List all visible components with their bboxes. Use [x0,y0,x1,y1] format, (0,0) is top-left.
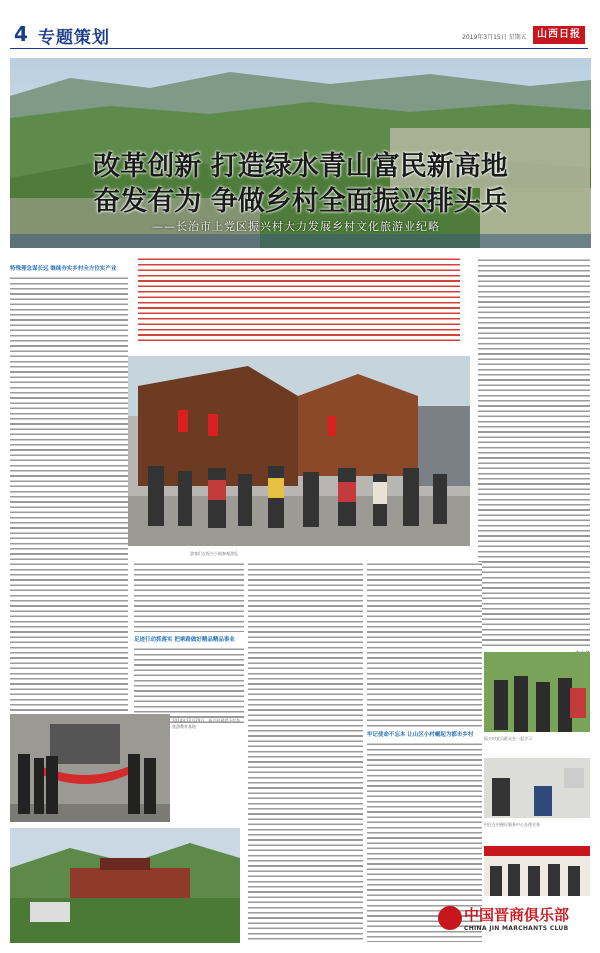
club-logo-icon [438,906,462,930]
section-title: 专题策划 [38,28,110,48]
issue-date: 2019年3月15日 星期五 [462,34,527,41]
middle-column-2 [248,562,363,942]
group-photo [484,846,590,896]
section-heading-2: 足迹行动抓落实 把乘路做好精品精品事业 [134,637,235,643]
middle-column-3 [367,562,482,942]
ceremony-photo-caption: 2014年12月29日，振兴村被授予红色旅游教育基地 [172,718,241,729]
villagers-photo-caption: 振兴村党员群众在一起学习 [484,736,532,741]
section-heading-3: 牢记使命不忘本 让山区小村崛起为都市乡村 [367,732,474,738]
club-name-en: CHINA JIN MARCHANTS CLUB [464,925,569,932]
service-center-caption: 村民在村便民服务中心办理业务 [484,822,540,827]
club-watermark-logo [436,902,596,942]
service-center-photo [484,758,590,818]
club-name-cn: 中国晋商俱乐部 [464,906,570,924]
middle-column-1 [134,562,244,725]
villagers-photo [484,652,590,732]
headline-line-2: 奋发有为 争做乡村全面振兴排头兵 [93,186,508,217]
main-photo [128,356,470,546]
main-photo-caption: 游客们在振兴小镇参观游览 [190,551,238,556]
left-column [10,265,128,712]
ceremony-caption-block [172,718,242,730]
page-number: 4 [14,22,28,46]
section-heading-1: 特殊理念谋长远 继续夯实乡村全方位实产业 [10,266,117,272]
ceremony-photo [10,714,170,822]
right-column-top [478,258,590,657]
page-header [0,0,600,50]
newspaper-logo: 山西日报 [533,26,585,44]
article-text-block [10,276,128,712]
header-rule [10,48,588,49]
article-text-block [478,258,590,648]
village-landscape-photo [10,828,240,943]
headline-line-1: 改革创新 打造绿水青山富民新高地 [93,151,508,182]
subheadline: ——长治市上党区振兴村大力发展乡村文化旅游业纪略 [152,220,440,233]
hero-banner [10,58,591,248]
lead-paragraph [138,257,460,345]
